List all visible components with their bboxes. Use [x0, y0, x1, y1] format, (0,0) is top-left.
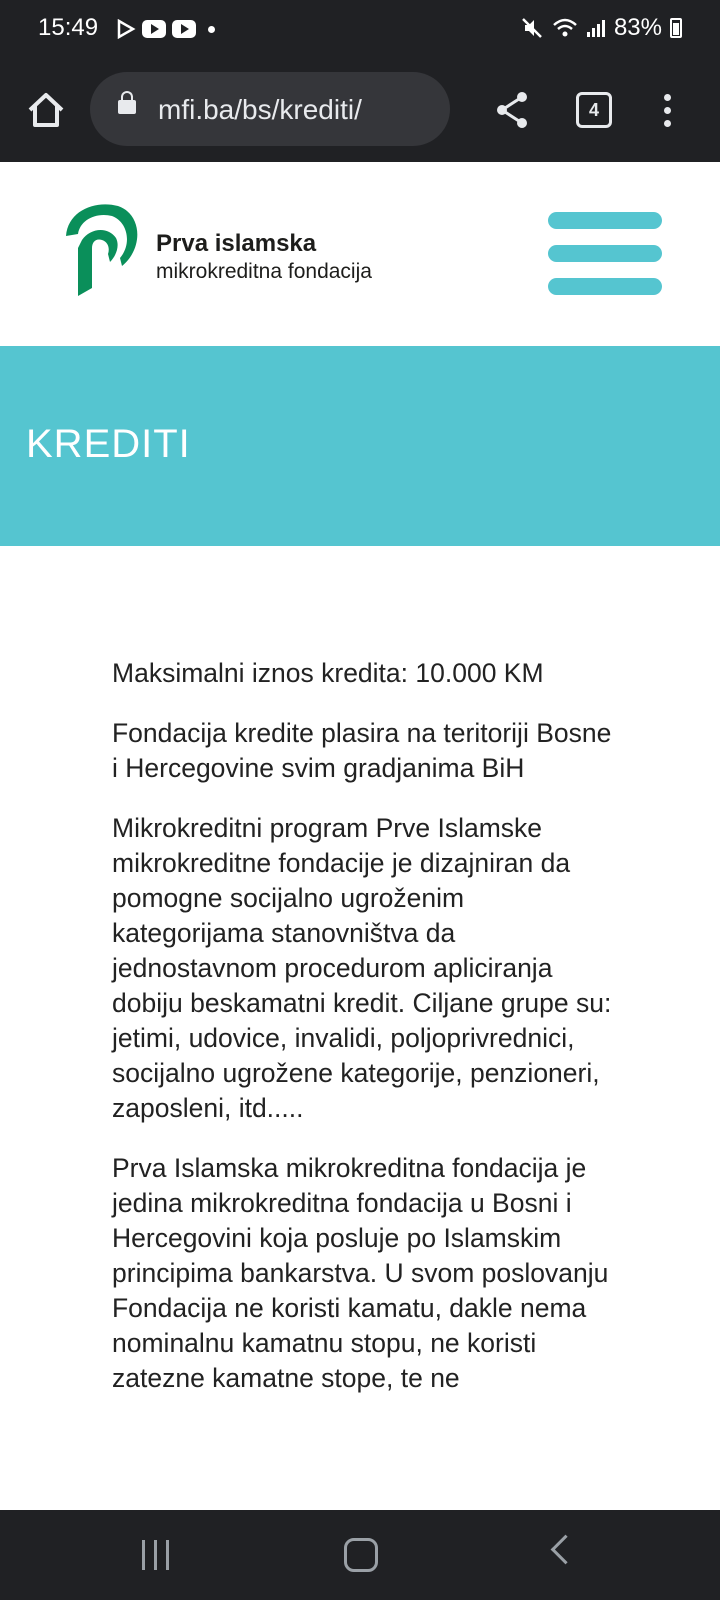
paragraph: Mikrokreditni program Prve Islamske mikrokreditne fondacije je dizajniran da pomogne socijalno ugroženim kategorijama stanovništva da jednostavnom procedurom apliciranja dobiju beskamatni kredit. Ciljane grupe su: jetimi, udovice, invalidi, poljoprivrednici, socijalno ugrožene kategorije, penzioneri, zaposleni, itd..... [112, 813, 612, 1123]
youtube-icon [142, 20, 166, 38]
battery-icon [670, 18, 682, 38]
system-nav-bar [0, 1510, 720, 1600]
hamburger-menu-icon[interactable] [548, 212, 662, 298]
share-icon[interactable] [494, 90, 530, 130]
page-title: KREDITI [26, 422, 191, 466]
notification-icons [116, 14, 215, 44]
address-bar[interactable] [90, 72, 450, 146]
more-notifications-icon [208, 26, 215, 33]
wifi-icon [552, 17, 578, 39]
brand-subtitle: mikrokreditna fondacija [156, 260, 372, 283]
url-text[interactable]: mfi.ba/bs/krediti/ [158, 94, 362, 125]
paragraph: Maksimalni iznos kredita: 10.000 KM [112, 658, 544, 688]
lock-icon [118, 100, 136, 114]
play-store-icon [116, 19, 136, 39]
browser-toolbar [0, 58, 720, 162]
brand-name: Prva islamska [156, 230, 317, 257]
tab-switcher-button[interactable]: 4 [576, 92, 612, 128]
main-content [112, 656, 612, 1421]
mute-icon [520, 16, 544, 40]
system-icons [520, 14, 682, 42]
site-header [0, 164, 720, 346]
signal-icon [586, 18, 606, 38]
more-menu-icon[interactable] [662, 94, 672, 128]
back-icon[interactable] [551, 1535, 581, 1565]
paragraph: Prva Islamska mikrokreditna fondacija je jedina mikrokreditna fondacija u Bosni i Hercegovini koja posluje po Islamskim principima bankarstva. U svom poslovanju Fondacija ne koristi kamatu, dakle nema nominalnu kamatnu stopu, ne koristi zatezne kamatne stope, te ne [112, 1153, 609, 1393]
nav-home-icon[interactable] [344, 1538, 378, 1572]
recent-apps-icon[interactable] [142, 1540, 176, 1570]
page-banner [0, 346, 720, 546]
paragraph: Fondacija kredite plasira na teritoriji Bosne i Hercegovine svim gradjanima BiH [112, 718, 612, 783]
battery-percent: 83% [613, 14, 662, 41]
home-icon[interactable] [24, 88, 68, 132]
youtube-icon [172, 20, 196, 38]
clock: 15:49 [38, 14, 99, 41]
logo-icon[interactable] [66, 200, 142, 300]
status-bar [0, 0, 720, 58]
